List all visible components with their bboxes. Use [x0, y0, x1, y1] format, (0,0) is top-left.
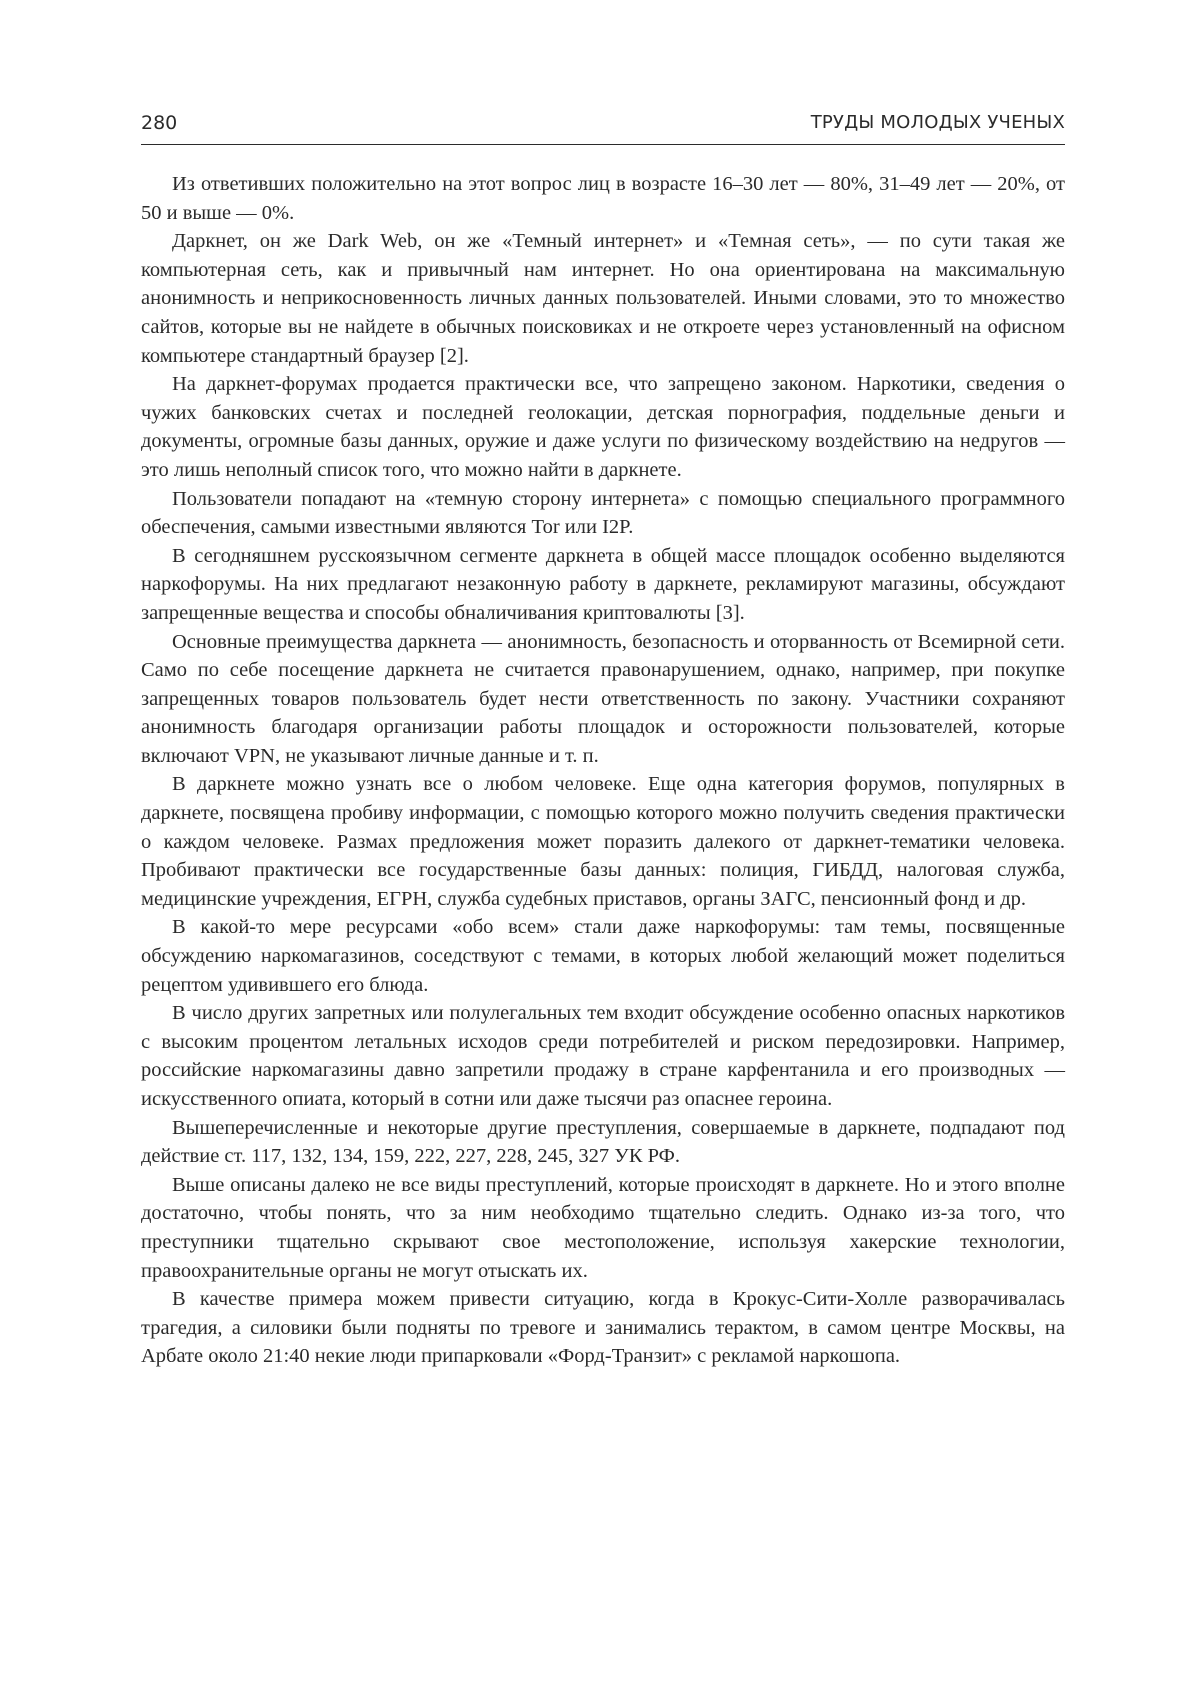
body-text [141, 170, 1065, 1371]
paragraph: В сегодняшнем русскоязычном сегменте даркнета в общей массе площадок особенно выделяются наркофорумы. На них предлагают незаконную работу в даркнете, рекламируют магазины, обсуждают запрещенные вещества и способы обналичивания криптовалюты [3]. [141, 542, 1065, 628]
paragraph: На даркнет-форумах продается практически все, что запрещено законом. Наркотики, сведения о чужих банковских счетах и последней геолокации, детская порнография, поддельные деньги и документы, огромные базы данных, оружие и даже услуги по физическому воздействию на недругов — это лишь неполный список того, что можно найти в даркнете. [141, 370, 1065, 484]
document-page [0, 0, 1200, 1697]
paragraph: Даркнет, он же Dark Web, он же «Темный интернет» и «Темная сеть», — по сути такая же компьютерная сеть, как и привычный нам интернет. Но она ориентирована на максимальную анонимность и неприкосновенность личных данных пользователей. Иными словами, это то множество сайтов, которые вы не найдете в обычных поисковиках и не откроете через установленный на офисном компьютере стандартный браузер [2]. [141, 227, 1065, 370]
paragraph: В качестве примера можем привести ситуацию, когда в Крокус-Сити-Холле разворачивалась трагедия, а силовики были подняты по тревоге и занимались терактом, в самом центре Москвы, на Арбате около 21:40 некие люди припарковали «Форд-Транзит» с рекламой наркошопа. [141, 1285, 1065, 1371]
page-number: 280 [141, 112, 177, 134]
paragraph: В число других запретных или полулегальных тем входит обсуждение особенно опасных наркотиков с высоким процентом летальных исходов среди потребителей и риском передозировки. Например, российские наркомагазины давно запретили продажу в стране карфентанила и его производных — искусственного опиата, который в сотни или даже тысячи раз опаснее героина. [141, 999, 1065, 1113]
paragraph: Выше описаны далеко не все виды преступлений, которые происходят в даркнете. Но и этого вполне достаточно, чтобы понять, что за ним необходимо тщательно следить. Однако из-за того, что преступники тщательно скрывают свое местоположение, используя хакерские технологии, правоохранительные органы не могут отыскать их. [141, 1171, 1065, 1285]
running-header [141, 108, 1065, 145]
journal-title: ТРУДЫ МОЛОДЫХ УЧЕНЫХ [811, 112, 1065, 133]
paragraph: Вышеперечисленные и некоторые другие преступления, совершаемые в даркнете, подпадают под действие ст. 117, 132, 134, 159, 222, 227, 228, 245, 327 УК РФ. [141, 1114, 1065, 1171]
paragraph: В какой-то мере ресурсами «обо всем» стали даже наркофорумы: там темы, посвященные обсуждению наркомагазинов, соседствуют с темами, в которых любой желающий может поделиться рецептом удивившего его блюда. [141, 913, 1065, 999]
paragraph: В даркнете можно узнать все о любом человеке. Еще одна категория форумов, популярных в даркнете, посвящена пробиву информации, с помощью которого можно получить сведения практически о каждом человеке. Размах предложения может поразить далекого от даркнет-тематики человека. Пробивают практически все государственные базы данных: полиция, ГИБДД, налоговая служба, медицинские учреждения, ЕГРН, служба судебных приставов, органы ЗАГС, пенсионный фонд и др. [141, 770, 1065, 913]
paragraph: Из ответивших положительно на этот вопрос лиц в возрасте 16–30 лет — 80%, 31–49 лет — 20%, от 50 и выше — 0%. [141, 170, 1065, 227]
paragraph: Основные преимущества даркнета — анонимность, безопасность и оторванность от Всемирной сети. Само по себе посещение даркнета не считается правонарушением, однако, например, при покупке запрещенных товаров пользователь будет нести ответственность по закону. Участники сохраняют анонимность благодаря организации работы площадок и осторожности пользователей, которые включают VPN, не указывают личные данные и т. п. [141, 628, 1065, 771]
paragraph: Пользователи попадают на «темную сторону интернета» с помощью специального программного обеспечения, самыми известными являются Tor или I2P. [141, 485, 1065, 542]
